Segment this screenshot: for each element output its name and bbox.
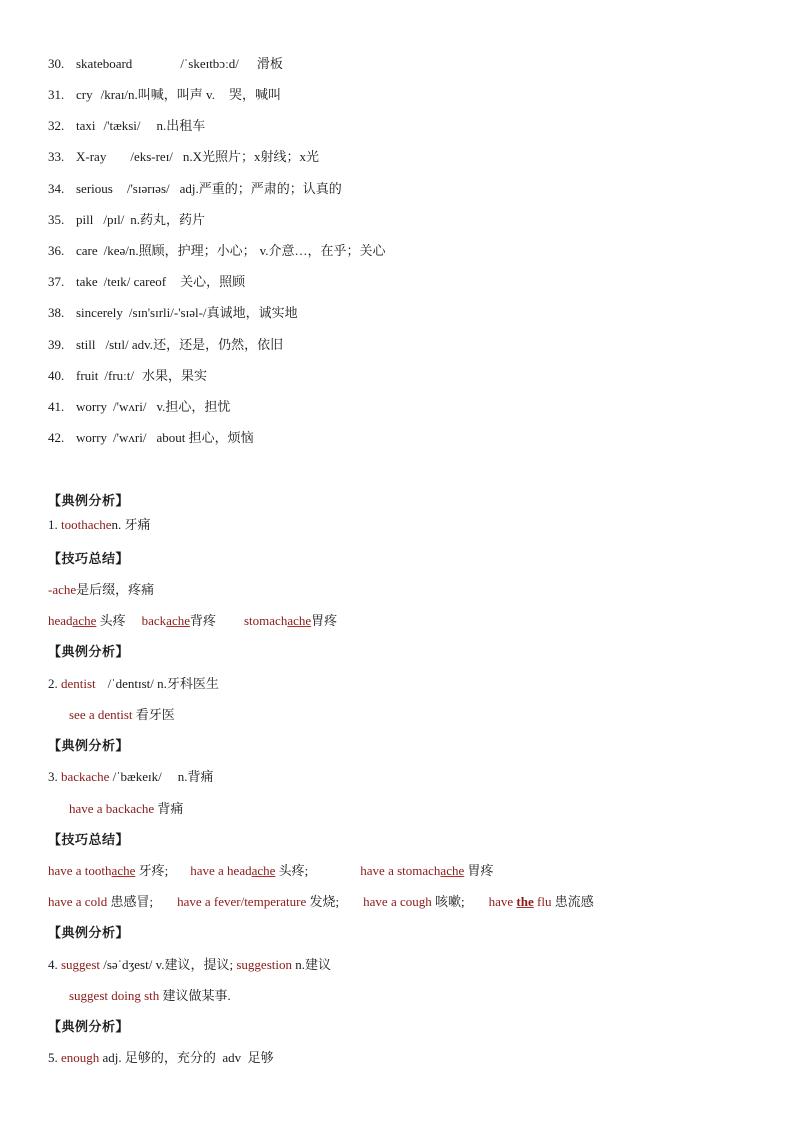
section-heading-example: 【典例分析】 [48,644,130,659]
example-4: 4. suggest /səˈdʒest/ v.建议，提议; suggestion n.建议 [48,957,332,972]
tip-word-row: headache 头疼 backache背疼 stomachache胃疼 [48,613,338,628]
tip-phrase-row: have a toothache 牙疼; have a headache 头疼; have a stomachache 胃疼 [48,863,494,878]
vocab-item: 31. cry /kraɪ/n.叫喊，叫声 v. 哭，喊叫 [48,87,281,102]
vocab-item: 36. care /keə/n.照顾，护理；小心； v.介意…，在乎；关心 [48,243,386,258]
example-4-phrase: suggest doing sth 建议做某事. [69,988,231,1003]
vocab-item: 34. serious /'sɪərɪəs/ adj.严重的；严肃的；认真的 [48,181,342,196]
example-1: 1. toothachen. 牙痛 [48,517,151,532]
example-5: 5. enough adj. 足够的，充分的 adv 足够 [48,1050,274,1065]
section-heading-example: 【典例分析】 [48,493,130,508]
vocab-item: 39. still /stɪl/ adv.还，还是，仍然，依旧 [48,337,284,352]
vocab-item: 37. take /teɪk/ careof 关心，照顾 [48,274,246,289]
section-heading-example: 【典例分析】 [48,738,130,753]
section-heading-example: 【典例分析】 [48,1019,130,1034]
vocab-item: 35. pill /pɪl/ n.药丸，药片 [48,212,206,227]
vocab-item: 40. fruit /fruːt/ 水果，果实 [48,368,208,383]
example-3: 3. backache /ˈbækeɪk/ n.背痛 [48,769,214,784]
vocab-item: 41. worry /'wʌri/ v.担心，担忧 [48,399,231,414]
vocab-item: 42. worry /'wʌri/ about 担心，烦恼 [48,430,254,445]
tip-suffix: -ache是后缀，疼痛 [48,582,155,597]
section-heading-tips: 【技巧总结】 [48,832,130,847]
tip-phrase-row: have a cold 患感冒; have a fever/temperature 发烧; have a cough 咳嗽; have the flu 患流感 [48,894,594,909]
vocab-item: 30. skateboard /ˈskeɪtbɔːd/ 滑板 [48,56,283,71]
vocab-item: 38. sincerely /sɪn'sɪrli/-'sɪəl-/真诚地，诚实地 [48,305,298,320]
example-3-phrase: have a backache 背痛 [69,801,184,816]
vocab-item: 33. X-ray /eks-reɪ/ n.X光照片；x射线；x光 [48,149,320,164]
example-2: 2. dentist /ˈdentɪst/ n.牙科医生 [48,676,219,691]
vocab-item: 32. taxi /'tæksi/ n.出租车 [48,118,206,133]
example-2-phrase: see a dentist 看牙医 [69,707,175,722]
section-heading-tips: 【技巧总结】 [48,551,130,566]
section-heading-example: 【典例分析】 [48,925,130,940]
